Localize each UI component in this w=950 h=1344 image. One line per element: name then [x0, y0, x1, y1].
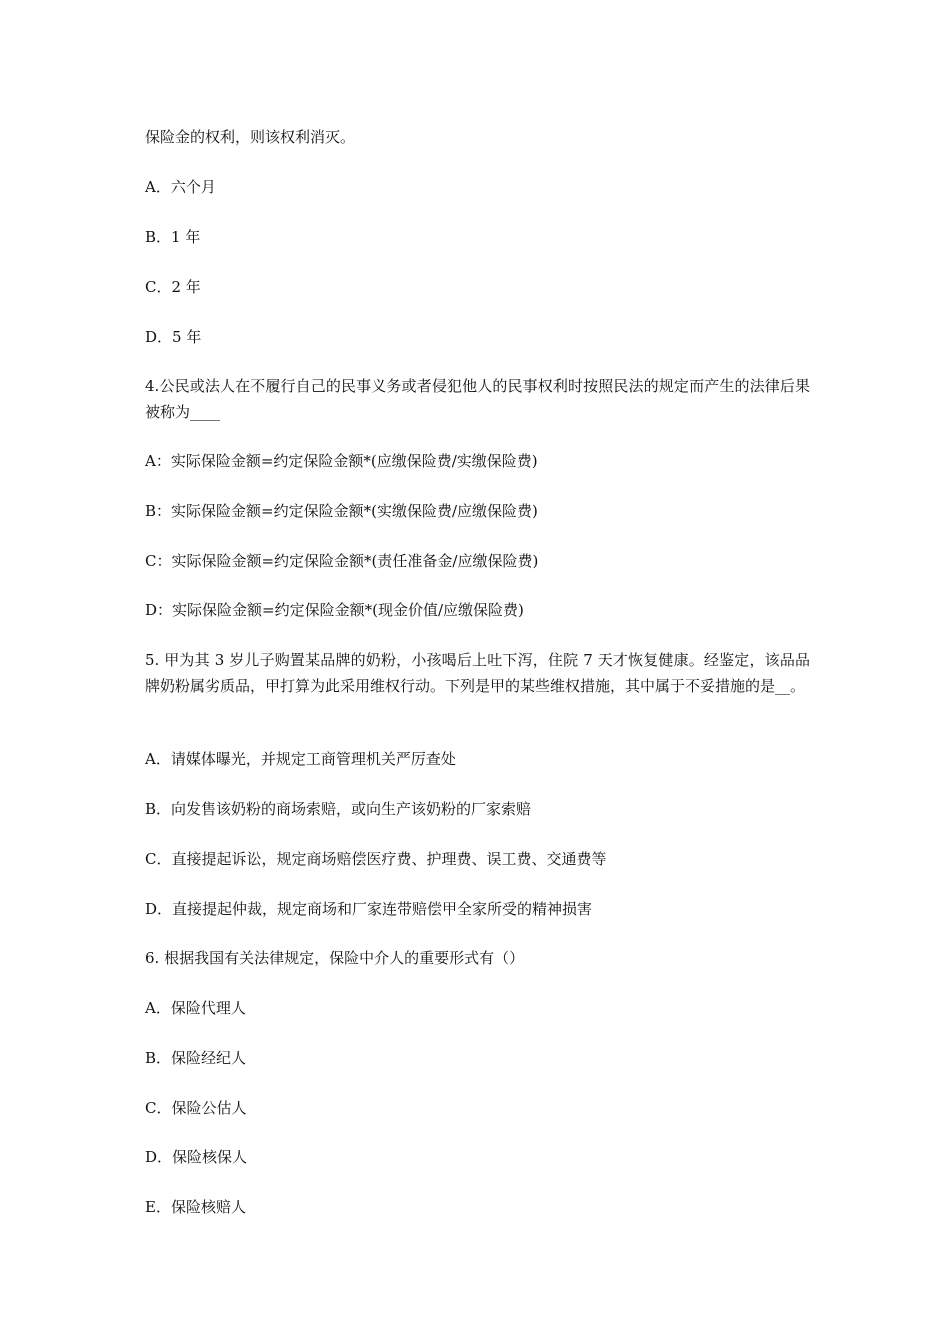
q6-option-e: E．保险核赔人	[145, 1198, 246, 1216]
q5-option-c: C．直接提起诉讼，规定商场赔偿医疗费、护理费、误工费、交通费等	[145, 850, 607, 868]
q5-option-d: D．直接提起仲裁，规定商场和厂家连带赔偿甲全家所受的精神损害	[145, 900, 593, 918]
q6-option-c: C．保险公估人	[145, 1099, 247, 1117]
q4-option-a: A：实际保险金额=约定保险金额*(应缴保险费/实缴保险费)	[145, 452, 538, 470]
q4-option-b: B：实际保险金额=约定保险金额*(实缴保险费/应缴保险费)	[145, 502, 538, 520]
question-3-continuation: 保险金的权利，则该权利消灭。	[145, 128, 356, 146]
q3-option-a: A．六个月	[145, 178, 216, 196]
q4-option-c: C：实际保险金额=约定保险金额*(责任准备金/应缴保险费)	[145, 552, 539, 570]
q5-option-a: A．请媒体曝光，并规定工商管理机关严厉查处	[145, 750, 456, 768]
q3-option-b: B．1 年	[145, 228, 201, 246]
q6-option-a: A．保险代理人	[145, 999, 246, 1017]
q6-option-b: B．保险经纪人	[145, 1049, 247, 1067]
q5-option-b: B．向发售该奶粉的商场索赔，或向生产该奶粉的厂家索赔	[145, 800, 532, 818]
question-6-text: 6. 根据我国有关法律规定，保险中介人的重要形式有（）	[145, 949, 525, 967]
q3-option-d: D．5 年	[145, 328, 202, 346]
q6-option-d: D．保险核保人	[145, 1148, 248, 1166]
q4-option-d: D：实际保险金额=约定保险金额*(现金价值/应缴保险费)	[145, 601, 524, 619]
question-5-text: 5. 甲为其 3 岁儿子购置某品牌的奶粉，小孩喝后上吐下泻，住院 7 天才恢复健康。经鉴定，该品品牌奶粉属劣质品，甲打算为此采用维权行动。下列是甲的某些维权措施，其中属于不妥措施的是__。	[145, 651, 810, 695]
q3-option-c: C．2 年	[145, 278, 201, 296]
question-4-text: 4.公民或法人在不履行自己的民事义务或者侵犯他人的民事权利时按照民法的规定而产生的法律后果被称为____	[145, 377, 810, 421]
